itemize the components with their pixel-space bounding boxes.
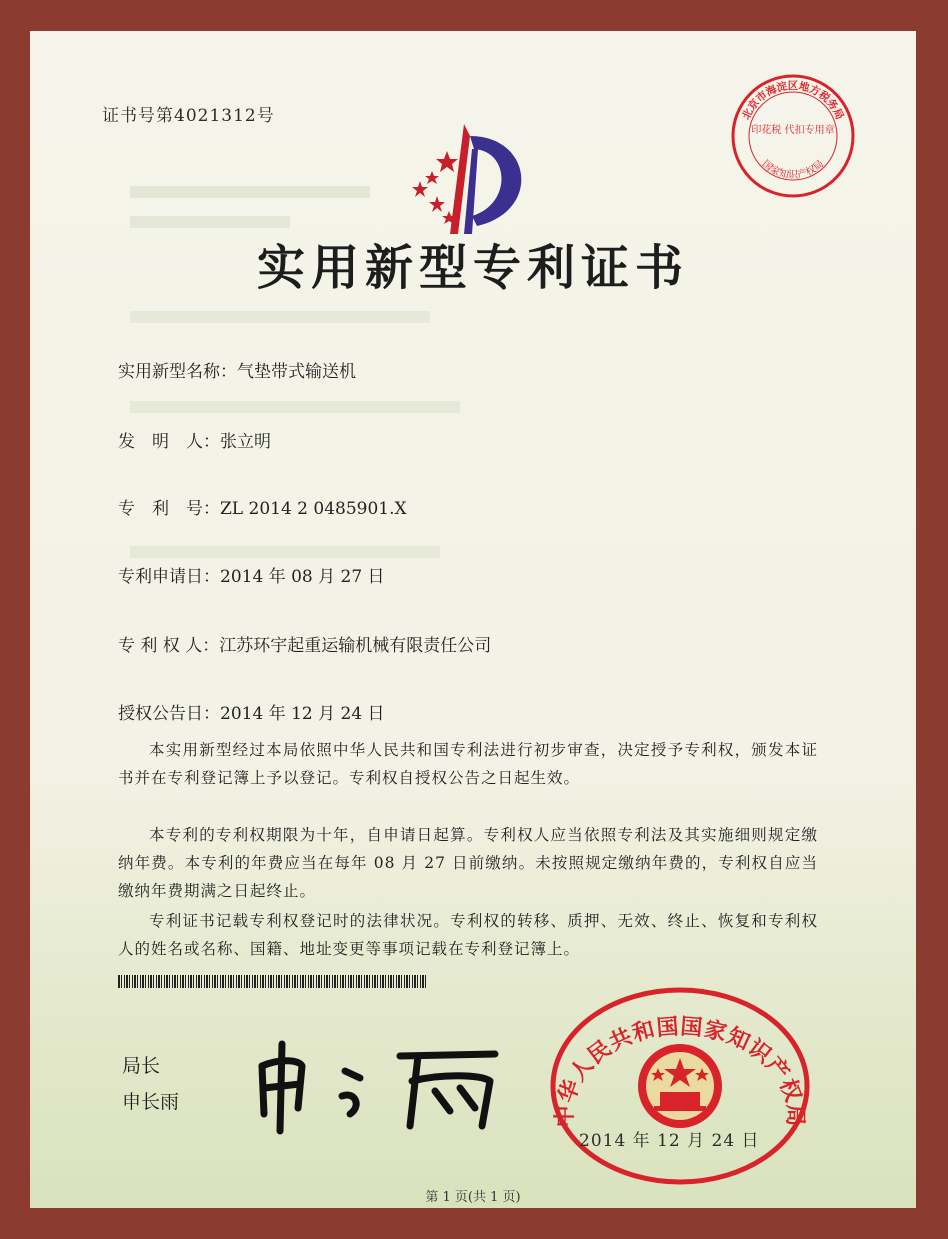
ghost-line	[130, 311, 430, 323]
ghost-line	[130, 546, 440, 558]
tax-stamp	[728, 71, 858, 201]
ghost-line	[130, 401, 460, 413]
svg-text:北京市海淀区地方税务局	[740, 79, 846, 122]
field-inventor	[118, 427, 271, 452]
field-label: 专利申请日：	[118, 567, 220, 587]
page-footer: 第 1 页(共 1 页)	[425, 1190, 521, 1205]
field-announcement-date	[118, 699, 385, 724]
national-ip-office-seal	[550, 986, 810, 1186]
certificate-paper	[30, 31, 916, 1208]
director-title: 局长	[122, 1055, 161, 1077]
paragraph-grant: 本实用新型经过本局依照中华人民共和国专利法进行初步审查，决定授予专利权，颁发本证书并在专利登记簿上予以登记。专利权自授权公告之日起生效。	[118, 741, 818, 787]
field-value: 气垫带式输送机	[237, 362, 356, 382]
tax-stamp-bottom: 国家知识产权局	[759, 158, 827, 182]
field-label: 授权公告日：	[118, 704, 220, 724]
field-label: 发 明 人：	[118, 432, 220, 452]
field-utility-model-name	[118, 357, 356, 382]
seal-text: 中华人民共和国国家知识产权局	[552, 1014, 808, 1128]
field-label: 专 利 号：	[118, 499, 220, 519]
field-value: 张立明	[220, 432, 271, 452]
field-patent-number	[118, 494, 407, 519]
barcode	[118, 975, 428, 988]
tax-stamp-text: 北京市海淀区地方税务局	[740, 80, 846, 122]
certificate-title: 实用新型专利证书	[256, 240, 689, 296]
paragraph-term: 本专利的专利权期限为十年，自申请日起算。专利权人应当依照专利法及其实施细则规定缴纳年费。本专利的年费应当在每年 08 月 27 日前缴纳。未按照规定缴纳年费的，专利权自应当缴纳年费期满之日起终止。	[118, 826, 818, 900]
patent-office-logo-icon	[392, 116, 542, 241]
director-name: 申长雨	[122, 1091, 180, 1113]
field-value: 2014 年 12 月 24 日	[220, 704, 385, 724]
seal-date: 2014 年 12 月 24 日	[579, 1131, 760, 1151]
field-label: 实用新型名称：	[118, 362, 237, 382]
field-patentee	[118, 631, 491, 656]
ghost-line	[130, 216, 290, 228]
ghost-line	[130, 186, 370, 198]
field-label: 专 利 权 人：	[118, 636, 220, 656]
field-application-date	[118, 562, 385, 587]
field-value: 2014 年 08 月 27 日	[220, 567, 385, 587]
paragraph-legal-status: 专利证书记载专利权登记时的法律状况。专利权的转移、质押、无效、终止、恢复和专利权人的姓名或名称、国籍、地址变更等事项记载在专利登记簿上。	[118, 912, 818, 958]
certificate-number: 证书号第4021312号	[102, 106, 275, 126]
svg-text:国家知识产权局	[760, 158, 827, 181]
field-value: 江苏环宇起重运输机械有限责任公司	[219, 636, 492, 656]
field-value: ZL 2014 2 0485901.X	[220, 499, 407, 519]
tax-stamp-inner: 印花税 代扣专用章	[751, 125, 835, 136]
director-signature	[250, 1036, 510, 1136]
